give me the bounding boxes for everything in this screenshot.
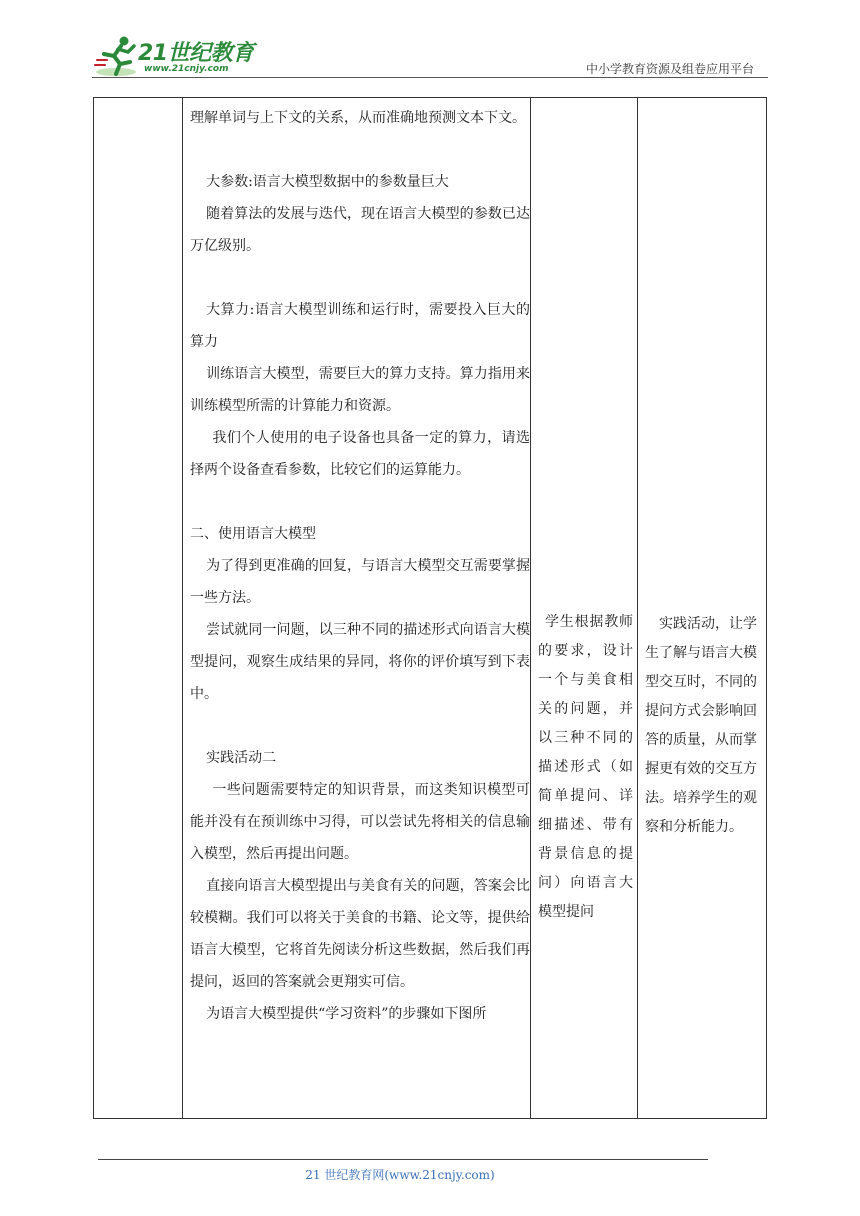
column-divider-3 [637, 98, 638, 1118]
paragraph: 尝试就同一问题，以三种不同的描述形式向语言大模型提问，观察生成结果的异同，将你的评价填写到下表中。 [190, 622, 530, 702]
logo-text: 21世纪教育 [138, 41, 254, 66]
design-intent-cell [645, 610, 763, 842]
paragraph: 为语言大模型提供“学习资料”的步骤如下图所 [206, 1006, 487, 1022]
paragraph: 理解单词与上下文的关系，从而准确地预测文本下文。 [190, 110, 526, 126]
student-activity-text: 学生根据教师的要求，设计一个与美食相关的问题，并以三种不同的描述形式（如简单提问、详细描述、带有背景信息的提问）向语言大模型提问 [538, 614, 633, 920]
activity-heading: 实践活动二 [206, 750, 277, 766]
paragraph: 一些问题需要特定的知识背景，而这类知识模型可能并没有在预训练中习得，可以尝试先将相关的信息输入模型，然后再提出问题。 [190, 782, 530, 862]
paragraph-heading: 大参数:语言大模型数据中的参数量巨大 [206, 174, 449, 190]
design-intent-text: 实践活动，让学生了解与语言大模型交互时，不同的提问方式会影响回答的质量，从而掌握更有效的交互方法。培养学生的观察和分析能力。 [645, 616, 757, 835]
paragraph: 为了得到更准确的回复，与语言大模型交互需要掌握一些方法。 [190, 558, 530, 606]
footer-link[interactable]: 21 世纪教育网(www.21cnjy.com) [305, 1168, 495, 1182]
section-heading: 二、使用语言大模型 [190, 526, 316, 542]
footer-divider [98, 1159, 708, 1160]
runner-logo-icon [94, 34, 140, 78]
logo [92, 34, 262, 78]
logo-url: www.21cnjy.com [144, 64, 229, 74]
lesson-table [93, 97, 767, 1119]
header-divider [92, 77, 768, 78]
teaching-content-cell [190, 102, 530, 1030]
paragraph: 训练语言大模型，需要巨大的算力支持。算力指用来训练模型所需的计算能力和资源。 [190, 366, 530, 414]
platform-label: 中小学教育资源及组卷应用平台 [585, 62, 754, 76]
column-divider-2 [530, 98, 531, 1118]
paragraph: 直接向语言大模型提出与美食有关的问题，答案会比较模糊。我们可以将关于美食的书籍、论文等，提供给语言大模型，它将首先阅读分析这些数据，然后我们再提问，返回的答案就会更翔实可信。 [190, 878, 530, 990]
paragraph: 随着算法的发展与迭代，现在语言大模型的参数已达万亿级别。 [190, 206, 530, 254]
page-header [92, 30, 768, 78]
paragraph-heading: 大算力:语言大模型训练和运行时，需要投入巨大的算力 [190, 302, 530, 350]
student-activity-cell [538, 608, 633, 927]
column-divider-1 [182, 98, 183, 1118]
paragraph: 我们个人使用的电子设备也具备一定的算力，请选择两个设备查看参数，比较它们的运算能力。 [190, 430, 530, 478]
